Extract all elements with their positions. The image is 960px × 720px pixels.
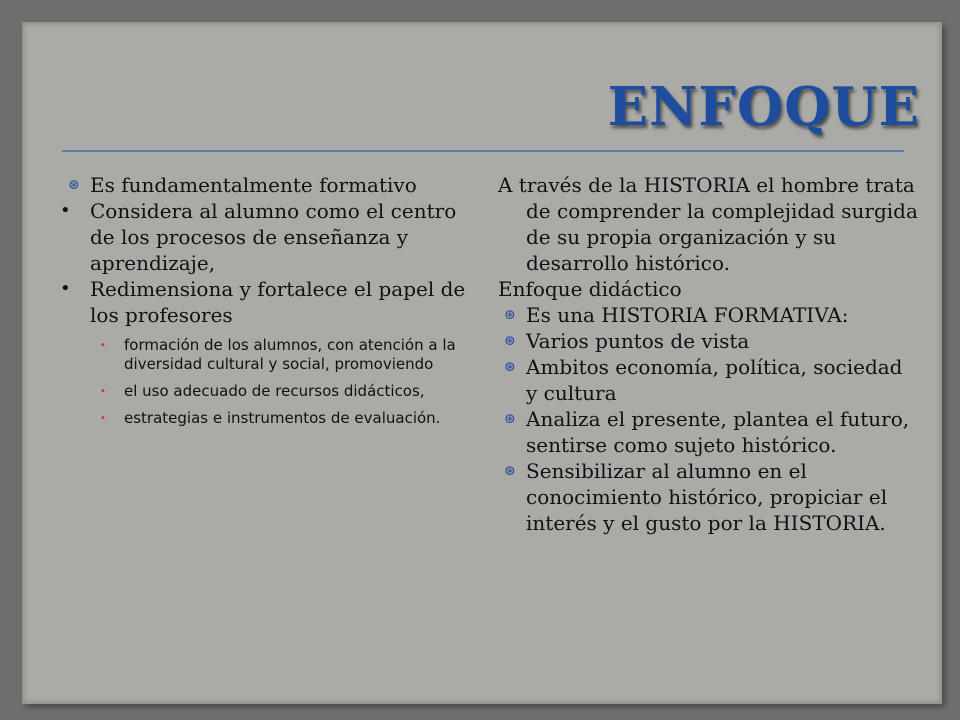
right-subheading: Enfoque didáctico <box>498 277 682 301</box>
sub-item <box>62 336 482 374</box>
right-item <box>498 302 918 328</box>
sub-item-text: el uso adecuado de recursos didácticos, <box>124 382 425 400</box>
dot-bullet-icon: • <box>60 200 71 221</box>
right-item <box>498 458 918 536</box>
right-item <box>498 406 918 458</box>
bullet-icon: ⊛ <box>504 333 516 349</box>
right-item-text: Es una HISTORIA FORMATIVA: <box>526 303 849 327</box>
right-item-text: Sensibilizar al alumno en el conocimiento histórico, propiciar el interés y el gusto por la HISTORIA. <box>526 459 888 535</box>
bullet-icon: ⊛ <box>504 359 516 375</box>
bullet-icon: ⊛ <box>68 177 80 193</box>
left-item <box>62 198 482 276</box>
left-item <box>62 172 482 198</box>
small-bullet-icon: • <box>100 386 106 397</box>
sub-item <box>62 409 482 428</box>
right-item <box>498 354 918 406</box>
bullet-icon: ⊛ <box>504 463 516 479</box>
dot-bullet-icon: • <box>60 278 71 299</box>
left-column <box>62 172 482 434</box>
right-intro: A través de la HISTORIA el hombre trata de comprender la complejidad surgida de su propia organización y su desarrollo histórico. <box>498 173 918 275</box>
right-item-text: Analiza el presente, plantea el futuro, sentirse como sujeto histórico. <box>526 407 910 457</box>
sub-item-text: estrategias e instrumentos de evaluación. <box>124 409 441 427</box>
left-item-text: Redimensiona y fortalece el papel de los profesores <box>90 277 466 327</box>
small-bullet-icon: • <box>100 413 106 424</box>
bullet-icon: ⊛ <box>504 411 516 427</box>
left-item <box>62 276 482 328</box>
left-item-text: Considera al alumno como el centro de los procesos de enseñanza y aprendizaje, <box>90 199 457 275</box>
sub-item-text: formación de los alumnos, con atención a la diversidad cultural y social, promoviendo <box>124 336 456 373</box>
left-item-text: Es fundamentalmente formativo <box>90 173 417 197</box>
right-item-text: Ambitos economía, política, sociedad y cultura <box>526 355 903 405</box>
small-bullet-icon: • <box>100 340 106 351</box>
sub-item <box>62 382 482 401</box>
right-item <box>498 328 918 354</box>
right-item-text: Varios puntos de vista <box>526 329 750 353</box>
right-column <box>498 172 918 536</box>
bullet-icon: ⊛ <box>504 307 516 323</box>
title-underline <box>62 150 904 152</box>
slide-title: ENFOQUE <box>607 76 920 138</box>
